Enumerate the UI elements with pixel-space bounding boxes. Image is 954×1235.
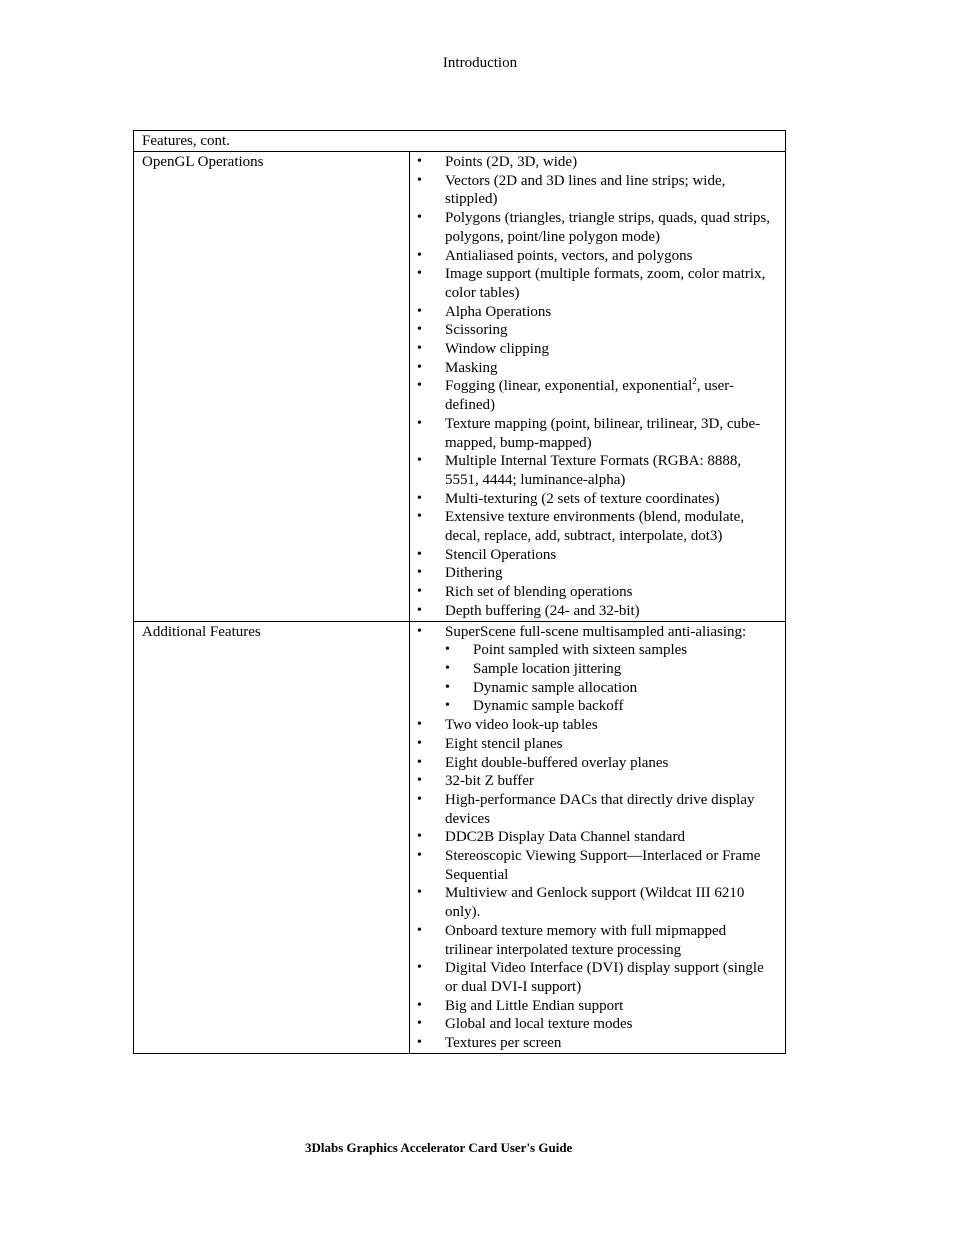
list-item: • Stereoscopic Viewing Support—Interlaced or Frame Sequential <box>410 847 777 884</box>
list-item: • Alpha Operations <box>410 303 777 322</box>
list-item: • Scissoring <box>410 321 777 340</box>
list-item: • Big and Little Endian support <box>410 997 777 1016</box>
list-item: • Onboard texture memory with full mipmapped trilinear interpolated texture processing <box>410 922 777 959</box>
page-header: Introduction <box>442 55 518 71</box>
list-item: • DDC2B Display Data Channel standard <box>410 828 777 847</box>
list-item: • Eight stencil planes <box>410 735 777 754</box>
superscene-label: SuperScene full-scene multisampled anti-aliasing: <box>445 623 747 640</box>
list-item: • Antialiased points, vectors, and polygons <box>410 247 777 266</box>
superscene-sublist <box>445 641 777 716</box>
sublist-item: • Point sampled with sixteen samples <box>445 641 777 660</box>
list-item: • Global and local texture modes <box>410 1015 777 1034</box>
list-item: • Vectors (2D and 3D lines and line strips; wide, stippled) <box>410 172 777 209</box>
opengl-operations-row <box>134 152 786 622</box>
additional-features-list-cell <box>410 621 786 1053</box>
additional-features-row <box>134 621 786 1053</box>
opengl-operations-list-cell <box>410 152 786 622</box>
sublist-item: • Dynamic sample allocation <box>445 679 777 698</box>
list-item: • Masking <box>410 359 777 378</box>
list-item: • Texture mapping (point, bilinear, trilinear, 3D, cube-mapped, bump-mapped) <box>410 415 777 452</box>
table-caption-row <box>134 131 786 152</box>
list-item: • Stencil Operations <box>410 546 777 565</box>
list-item: • Textures per screen <box>410 1034 777 1053</box>
list-item: • Multiple Internal Texture Formats (RGBA: 8888, 5551, 4444; luminance-alpha) <box>410 452 777 489</box>
list-item: • Two video look-up tables <box>410 716 777 735</box>
list-item-superscene <box>410 623 777 717</box>
list-item: • Multi-texturing (2 sets of texture coordinates) <box>410 490 777 509</box>
fogging-text: Fogging (linear, exponential, exponential <box>445 378 693 395</box>
list-item: • Rich set of blending operations <box>410 583 777 602</box>
sublist-item: • Dynamic sample backoff <box>445 697 777 716</box>
list-item: • Image support (multiple formats, zoom, color matrix, color tables) <box>410 265 777 302</box>
list-item: • 32-bit Z buffer <box>410 772 777 791</box>
list-item: • Points (2D, 3D, wide) <box>410 153 777 172</box>
list-item: • High-performance DACs that directly drive display devices <box>410 791 777 828</box>
opengl-operations-list <box>410 153 777 621</box>
opengl-operations-label: OpenGL Operations <box>134 152 410 622</box>
list-item: • Digital Video Interface (DVI) display support (single or dual DVI-I support) <box>410 959 777 996</box>
sublist-item: • Sample location jittering <box>445 660 777 679</box>
fogging-text-end: , user-defined) <box>445 378 734 414</box>
list-item-fogging <box>410 377 777 414</box>
list-item: • Window clipping <box>410 340 777 359</box>
list-item: • Dithering <box>410 564 777 583</box>
list-item: • Eight double-buffered overlay planes <box>410 754 777 773</box>
fogging-superscript: 2 <box>692 376 697 387</box>
features-table <box>133 130 786 1054</box>
page-footer: 3Dlabs Graphics Accelerator Card User's Guide <box>305 1140 573 1155</box>
list-item: • Depth buffering (24- and 32-bit) <box>410 602 777 621</box>
additional-features-label: Additional Features <box>134 621 410 1053</box>
table-caption: Features, cont. <box>134 131 786 152</box>
list-item: • Multiview and Genlock support (Wildcat III 6210 only). <box>410 884 777 921</box>
additional-features-list <box>410 623 777 1053</box>
list-item: • Polygons (triangles, triangle strips, quads, quad strips, polygons, point/line polygon mode) <box>410 209 777 246</box>
list-item: • Extensive texture environments (blend, modulate, decal, replace, add, subtract, interpolate, dot3) <box>410 508 777 545</box>
